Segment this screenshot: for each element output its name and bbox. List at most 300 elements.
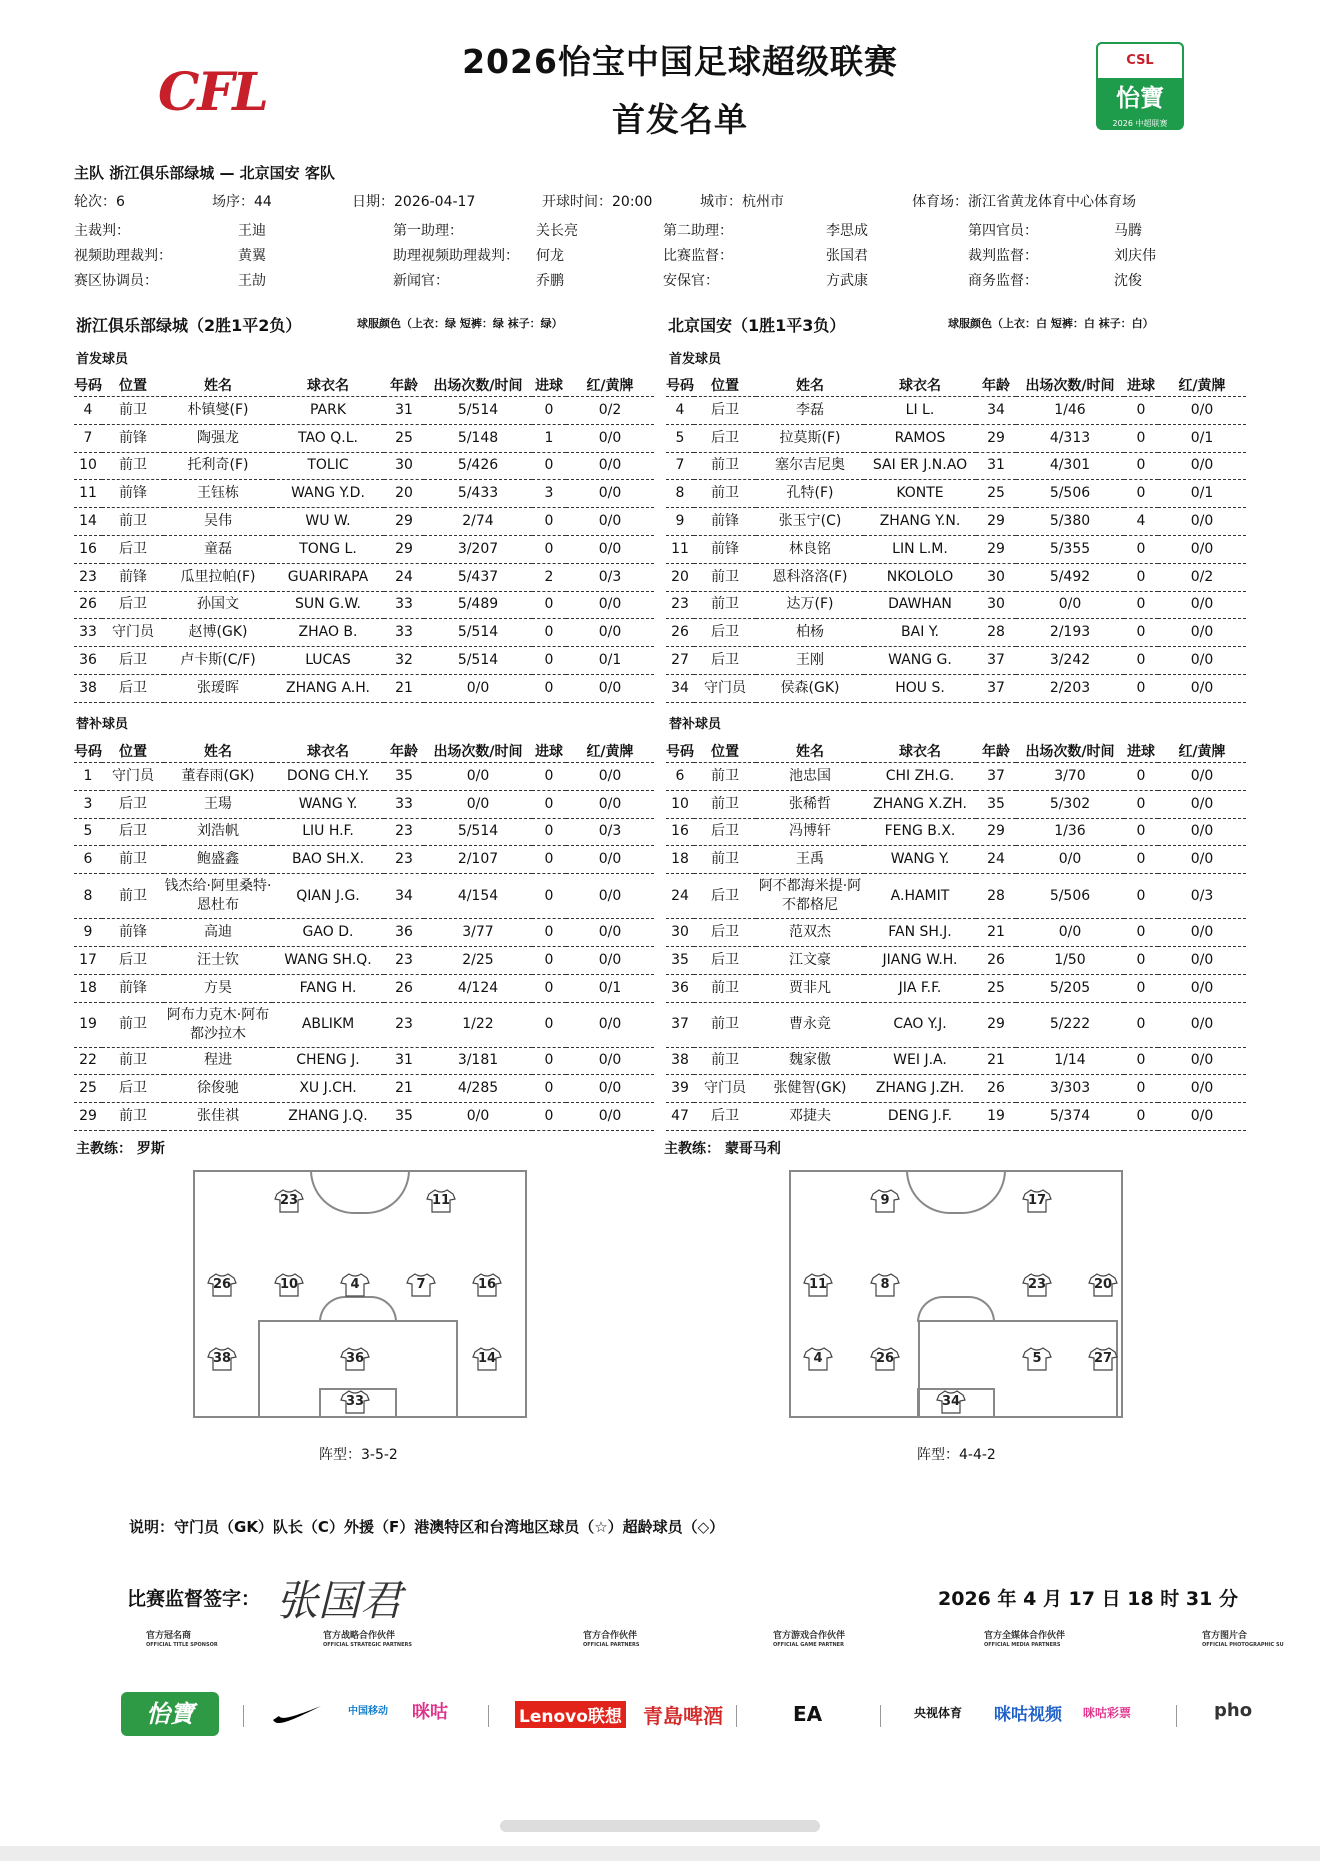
away-formation: 阵型：4-4-2 [917,1447,996,1463]
appearances: 1/36 [1016,818,1124,846]
age: 20 [384,480,424,508]
player-name: 邓捷夫 [756,1103,864,1131]
age: 33 [384,790,424,818]
shirt-name: FAN SH.J. [864,919,976,947]
player-row [74,647,654,675]
shirt-name: ZHANG J.ZH. [864,1075,976,1103]
player-shirt-icon [1088,1347,1118,1371]
official-role: 视频助理裁判： [74,248,172,264]
cards: 0/3 [566,818,654,846]
appearances: 0/0 [424,763,532,791]
appearances: 0/0 [424,790,532,818]
penalty-arc [319,1296,397,1322]
cards: 0/0 [566,535,654,563]
appearances: 5/355 [1016,535,1124,563]
goals: 0 [532,974,566,1002]
appearances: 5/514 [424,619,532,647]
goals: 0 [1124,846,1158,874]
shirt-name: SAI ER J.N.AO [864,452,976,480]
official-name: 王劼 [238,273,266,289]
sponsor-category-label-en: OFFICIAL TITLE SPONSOR [146,1642,218,1648]
goals: 0 [1124,480,1158,508]
column-header: 年龄 [976,740,1016,763]
player-row [666,674,1246,702]
appearances: 2/107 [424,846,532,874]
shirt-name: DAWHAN [864,591,976,619]
shirt-name: SUN G.W. [272,591,384,619]
player-name: 托利奇(F) [164,452,272,480]
shirt-number: 25 [74,1075,102,1103]
shirt-number-label: 10 [279,1277,299,1292]
goals: 0 [1124,763,1158,791]
shirt-number-label: 4 [350,1277,360,1292]
player-name: 卢卡斯(C/F) [164,647,272,675]
shirt-name: BAO SH.X. [272,846,384,874]
player-name: 徐俊驰 [164,1075,272,1103]
player-name: 冯博轩 [756,818,864,846]
china-mobile-logo: 中国移动 [348,1706,388,1717]
player-shirt-icon [870,1189,900,1213]
player-row [666,619,1246,647]
shirt-number: 24 [666,874,694,919]
player-name: 童磊 [164,535,272,563]
shirt-name: HOU S. [864,674,976,702]
official-name: 刘庆伟 [1114,248,1156,264]
goals: 0 [532,397,566,425]
cards: 0/0 [1158,452,1246,480]
official-name: 张国君 [826,248,868,264]
player-shirt-icon [803,1347,833,1371]
sign-time: 2026 年 4 月 17 日 18 时 31 分 [938,1588,1238,1610]
goals: 0 [1124,790,1158,818]
official-role: 新闻官： [393,273,449,289]
away-team-name: 北京国安（1胜1平3负） [668,316,846,335]
table-header-row [74,374,654,397]
kickoff-time: 开球时间：20:00 [542,194,653,210]
age: 25 [384,424,424,452]
player-shirt-icon [1088,1273,1118,1297]
appearances: 3/70 [1016,763,1124,791]
player-name: 孙国文 [164,591,272,619]
official-role: 商务监督： [968,273,1038,289]
player-shirt-icon [1022,1347,1052,1371]
position: 前锋 [102,424,164,452]
cards: 0/1 [566,647,654,675]
appearances: 5/506 [1016,874,1124,919]
player-shirt-icon [340,1390,370,1414]
shirt-number-label: 23 [1027,1277,1047,1292]
goals: 0 [1124,919,1158,947]
age: 29 [384,508,424,536]
player-row [74,452,654,480]
appearances: 1/46 [1016,397,1124,425]
shirt-number: 9 [666,508,694,536]
goals: 0 [532,790,566,818]
column-header: 球衣名 [272,740,384,763]
cards: 0/0 [1158,647,1246,675]
player-name: 钱杰给·阿里桑特·恩杜布 [164,874,272,919]
migu-video-logo: 咪咕视频 [994,1705,1062,1725]
player-shirt-icon [1022,1273,1052,1297]
page-title: 2026怡宝中国足球超级联赛 [462,42,898,81]
appearances: 4/285 [424,1075,532,1103]
away-subs-label: 替补球员 [669,717,722,732]
cards: 0/0 [566,619,654,647]
cards: 0/0 [566,919,654,947]
appearances: 5/374 [1016,1103,1124,1131]
shirt-number-label: 27 [1093,1351,1113,1366]
player-name: 侯森(GK) [756,674,864,702]
home-team-name: 浙江俱乐部绿城（2胜1平2负） [76,316,302,335]
home-subs-table [74,740,654,1131]
cards: 0/0 [566,480,654,508]
csl-logo-main: 怡寶 [1116,84,1164,112]
position: 后卫 [102,946,164,974]
player-name: 林良铭 [756,535,864,563]
position: 前卫 [694,591,756,619]
away-formation-pitch [789,1170,1123,1418]
player-name: 江文豪 [756,946,864,974]
age: 21 [976,919,1016,947]
cards: 0/0 [1158,974,1246,1002]
player-row [666,508,1246,536]
player-shirt-icon [406,1273,436,1297]
player-shirt-icon [472,1347,502,1371]
age: 33 [384,591,424,619]
cards: 0/0 [566,508,654,536]
page-subtitle: 首发名单 [612,100,748,139]
column-header: 出场次数/时间 [1016,374,1124,397]
shirt-name: ZHANG X.ZH. [864,790,976,818]
player-shirt-icon [274,1273,304,1297]
cards: 0/0 [566,790,654,818]
player-row [666,874,1246,919]
player-name: 柏杨 [756,619,864,647]
column-header: 号码 [74,740,102,763]
appearances: 3/303 [1016,1075,1124,1103]
player-name: 张稀哲 [756,790,864,818]
shirt-number: 38 [666,1047,694,1075]
column-header: 姓名 [756,374,864,397]
shirt-number-label: 14 [477,1351,497,1366]
shirt-number: 9 [74,919,102,947]
cards: 0/0 [1158,846,1246,874]
sponsor-category-label-en: OFFICIAL GAME PARTNER [773,1642,844,1648]
official-role: 第四官员： [968,223,1038,239]
city: 城市：杭州市 [700,194,784,210]
player-name: 张玉宁(C) [756,508,864,536]
player-shirt-icon [207,1347,237,1371]
player-name: 阿布力克木·阿布都沙拉木 [164,1002,272,1047]
shirt-number: 35 [666,946,694,974]
position: 前卫 [102,508,164,536]
official-name: 乔鹏 [536,273,564,289]
goals: 0 [1124,535,1158,563]
player-row [74,790,654,818]
player-row [74,674,654,702]
official-name: 关长亮 [536,223,578,239]
official-role: 裁判监督： [968,248,1038,264]
shirt-number-label: 7 [416,1277,426,1292]
sponsor-divider [880,1705,881,1727]
shirt-name: TOLIC [272,452,384,480]
player-name: 朴镇燮(F) [164,397,272,425]
position: 前卫 [694,452,756,480]
player-row [74,619,654,647]
shirt-name: ABLIKM [272,1002,384,1047]
player-name: 方昊 [164,974,272,1002]
shirt-name: GAO D. [272,919,384,947]
home-subs-label: 替补球员 [76,717,129,732]
appearances: 4/301 [1016,452,1124,480]
position: 后卫 [694,647,756,675]
player-row [666,763,1246,791]
shirt-name: JIA F.F. [864,974,976,1002]
official-name: 马腾 [1114,223,1142,239]
sponsor-category-label: 官方全媒体合作伙伴 [984,1631,1066,1641]
shirt-number: 36 [74,647,102,675]
player-shirt-icon [274,1189,304,1213]
age: 24 [976,846,1016,874]
age: 37 [976,763,1016,791]
shirt-number: 11 [74,480,102,508]
shirt-number-label: 9 [880,1193,890,1208]
shirt-number-label: 38 [212,1351,232,1366]
player-row [666,1047,1246,1075]
shirt-number: 18 [74,974,102,1002]
cards: 0/0 [1158,397,1246,425]
player-row [666,790,1246,818]
age: 29 [976,424,1016,452]
shirt-number-label: 17 [1027,1193,1047,1208]
shirt-number-label: 23 [279,1193,299,1208]
shirt-name: LIN L.M. [864,535,976,563]
sponsor-category-label: 官方战略合作伙伴 [323,1631,396,1641]
shirt-number: 36 [666,974,694,1002]
goals: 0 [532,1002,566,1047]
age: 29 [976,1002,1016,1047]
shirt-name: WANG Y. [864,846,976,874]
appearances: 1/22 [424,1002,532,1047]
sponsor-category-label-en: OFFICIAL PARTNERS [583,1642,640,1648]
migu-logo: 咪咕 [412,1702,448,1723]
position: 后卫 [694,874,756,919]
age: 29 [976,508,1016,536]
cards: 0/0 [1158,1075,1246,1103]
shirt-number: 17 [74,946,102,974]
position: 前卫 [694,974,756,1002]
appearances: 3/207 [424,535,532,563]
position: 后卫 [694,397,756,425]
cards: 0/0 [1158,674,1246,702]
goals: 0 [532,508,566,536]
cards: 0/0 [1158,1002,1246,1047]
official-name: 何龙 [536,248,564,264]
goals: 0 [1124,563,1158,591]
player-name: 达万(F) [756,591,864,619]
appearances: 5/433 [424,480,532,508]
shirt-name: LUCAS [272,647,384,675]
position: 后卫 [102,591,164,619]
sponsor-category-label: 官方冠名商 [146,1631,192,1641]
table-header-row [666,740,1246,763]
appearances: 5/205 [1016,974,1124,1002]
cards: 0/0 [566,1103,654,1131]
cards: 0/0 [1158,1103,1246,1131]
shirt-name: CHI ZH.G. [864,763,976,791]
appearances: 5/380 [1016,508,1124,536]
player-name: 曹永竞 [756,1002,864,1047]
tsingtao-logo: 青島啤酒 [643,1704,723,1728]
player-shirt-icon [870,1273,900,1297]
column-header: 球衣名 [272,374,384,397]
position: 守门员 [102,763,164,791]
age: 19 [976,1103,1016,1131]
migu-lottery-logo: 咪咕彩票 [1083,1706,1132,1720]
appearances: 5/426 [424,452,532,480]
player-row [666,535,1246,563]
shirt-number: 30 [666,919,694,947]
shirt-number: 1 [74,763,102,791]
age: 29 [384,535,424,563]
goals: 0 [532,846,566,874]
shirt-number: 16 [74,535,102,563]
appearances: 4/124 [424,974,532,1002]
position: 前卫 [102,874,164,919]
shirt-name: ZHANG A.H. [272,674,384,702]
player-name: 王钰栋 [164,480,272,508]
goals: 0 [532,946,566,974]
goals: 3 [532,480,566,508]
shirt-name: ZHANG Y.N. [864,508,976,536]
shirt-number-label: 8 [880,1277,890,1292]
position: 前卫 [102,1047,164,1075]
column-header: 位置 [102,740,164,763]
shirt-name: WANG Y.D. [272,480,384,508]
position: 前卫 [694,846,756,874]
goals: 0 [1124,674,1158,702]
shirt-number: 22 [74,1047,102,1075]
cards: 0/0 [1158,919,1246,947]
goals: 0 [1124,818,1158,846]
shirt-number: 27 [666,647,694,675]
player-shirt-icon [207,1273,237,1297]
home-starters-label: 首发球员 [76,352,129,367]
cards: 0/2 [566,397,654,425]
age: 23 [384,818,424,846]
age: 33 [384,619,424,647]
official-role: 第二助理： [663,223,733,239]
fixture: 主队 浙江俱乐部绿城 — 北京国安 客队 [74,164,335,182]
player-name: 阿不都海米提·阿不都格尼 [756,874,864,919]
column-header: 年龄 [384,374,424,397]
column-header: 进球 [1124,740,1158,763]
appearances: 2/203 [1016,674,1124,702]
cards: 0/0 [566,874,654,919]
sponsor-category-label: 官方图片合 [1202,1631,1248,1641]
player-name: 恩科洛洛(F) [756,563,864,591]
goals: 0 [1124,1075,1158,1103]
position: 前卫 [102,397,164,425]
shirt-number: 11 [666,535,694,563]
official-role: 赛区协调员： [74,273,158,289]
age: 26 [976,946,1016,974]
shirt-number: 8 [666,480,694,508]
cards: 0/2 [1158,563,1246,591]
shirt-name: FANG H. [272,974,384,1002]
shirt-number-label: 16 [477,1277,497,1292]
home-kit-colors: 球服颜色（上衣：绿 短裤：绿 袜子：绿） [357,317,563,330]
shirt-number: 10 [666,790,694,818]
nike-swoosh-icon [271,1700,323,1730]
away-starters-table [666,374,1246,703]
age: 35 [384,1103,424,1131]
player-name: 陶强龙 [164,424,272,452]
shirt-number: 4 [74,397,102,425]
column-header: 进球 [1124,374,1158,397]
shirt-name: KONTE [864,480,976,508]
position: 前锋 [694,508,756,536]
goals: 0 [532,647,566,675]
player-row [74,480,654,508]
cards: 0/1 [566,974,654,1002]
position: 前锋 [102,919,164,947]
shirt-name: BAI Y. [864,619,976,647]
player-row [74,919,654,947]
position: 前卫 [694,790,756,818]
age: 34 [384,874,424,919]
shirt-name: A.HAMIT [864,874,976,919]
goals: 0 [1124,647,1158,675]
appearances: 0/0 [424,674,532,702]
goals: 0 [532,874,566,919]
age: 32 [384,647,424,675]
player-row [74,397,654,425]
goals: 0 [532,591,566,619]
official-name: 沈俊 [1114,273,1142,289]
column-header: 号码 [74,374,102,397]
age: 23 [384,1002,424,1047]
shirt-name: CHENG J. [272,1047,384,1075]
horizontal-scrollbar[interactable] [500,1820,820,1832]
player-shirt-icon [340,1347,370,1371]
age: 28 [976,619,1016,647]
column-header: 进球 [532,740,566,763]
goals: 0 [532,818,566,846]
shirt-number-label: 5 [1032,1351,1042,1366]
csl-logo-top: CSL [1096,42,1184,78]
official-role: 助理视频助理裁判： [393,248,519,264]
goals: 0 [532,619,566,647]
appearances: 4/313 [1016,424,1124,452]
position: 前卫 [102,1002,164,1047]
sponsor-divider [736,1705,737,1727]
position: 后卫 [694,1103,756,1131]
player-shirt-icon [1022,1189,1052,1213]
shirt-number-label: 34 [941,1394,961,1409]
match-number: 场序：44 [212,194,272,210]
shirt-number: 37 [666,1002,694,1047]
position: 后卫 [102,1075,164,1103]
player-row [666,397,1246,425]
player-name: 拉莫斯(F) [756,424,864,452]
cards: 0/0 [1158,763,1246,791]
appearances: 3/242 [1016,647,1124,675]
goals: 0 [532,763,566,791]
appearances: 2/25 [424,946,532,974]
sponsor-category-label-en: OFFICIAL PHOTOGRAPHIC SU [1202,1642,1284,1648]
cards: 0/3 [1158,874,1246,919]
